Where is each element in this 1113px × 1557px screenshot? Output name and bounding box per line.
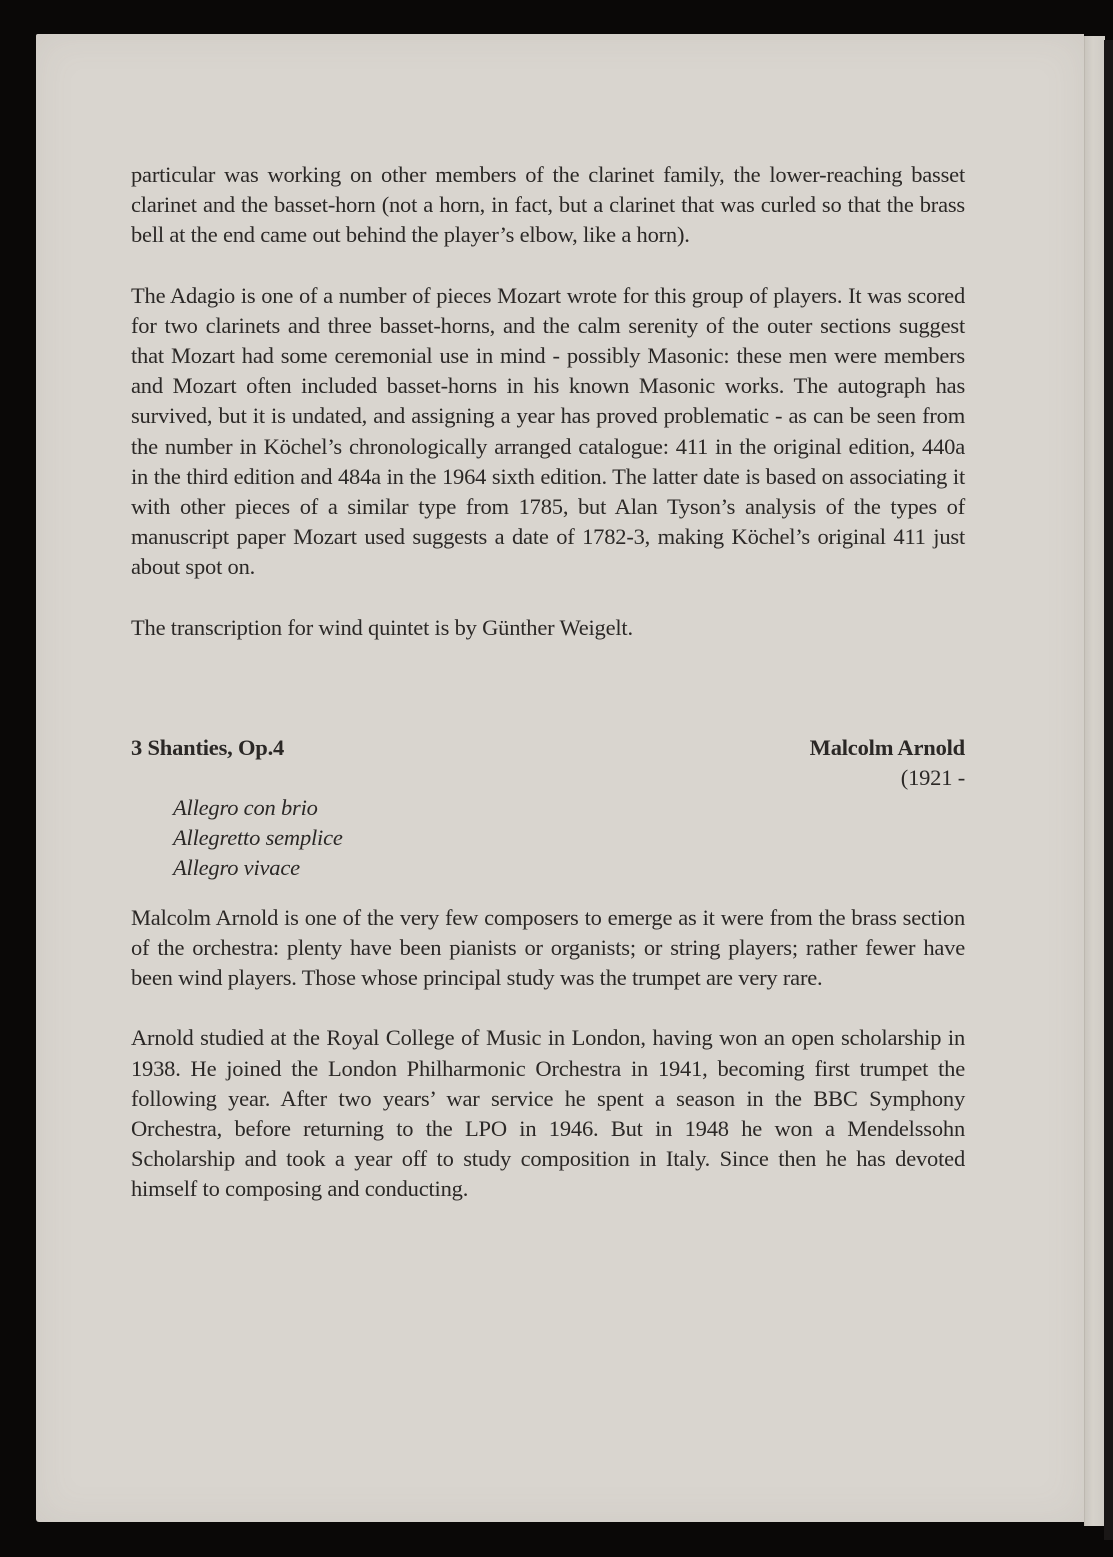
intro-paragraph-2: The Adagio is one of a number of pieces Mozart wrote for this group of players. It was scored for two clarinets and three basset-horns, and the calm serenity of the outer sections suggest that Mozart had some ceremonial use in mind - possibly Masonic: these men were members and Mozart often included basset-horns in his known Masonic works. The autograph has survived, but it is undated, and assigning a year has proved problematic - as can be seen from the number in Köchel’s chronologically arranged catalogue: 411 in the original edition, 440a in the third edition and 484a in the 1964 sixth edition. The latter date is based on associating it with other pieces of a similar type from 1785, but Alan Tyson’s analysis of the types of manuscript paper Mozart used suggests a date of 1782-3, making Köchel’s original 411 just about spot on. [131,282,965,580]
next-page-edge [1084,36,1105,1526]
page-shadow [1104,40,1113,1540]
notes-paragraph-1: Malcolm Arnold is one of the very few composers to emerge as it were from the brass section of the orchestra: plenty have been pianists or organists; or string players; rather fewer have been wind players. Those whose principal study was the trumpet are very rare. [131,904,965,991]
movement-item: Allegro vivace [173,854,300,880]
movement-list [173,793,965,883]
composer-dates: (1921 - [900,764,965,790]
page-content [131,160,965,1205]
intro-paragraph-3: The transcription for wind quintet is by Günther Weigelt. [131,614,633,640]
intro-paragraph-1: particular was working on other members of the clarinet family, the lower-reaching basset clarinet and the basset-horn (not a horn, in fact, but a clarinet that was curled so that the brass bell at the end came out behind the player’s elbow, like a horn). [131,162,965,248]
composer-name: Malcolm Arnold [809,734,965,760]
movement-item: Allegretto semplice [173,824,343,850]
notes-paragraph-2: Arnold studied at the Royal College of Music in London, having won an open scholarship in 1938. He joined the London Philharmonic Orchestra in 1941, becoming first trumpet the following year. After two years’ war service he spent a season in the BBC Symphony Orchestra, before returning to the LPO in 1946. But in 1948 he won a Mendelssohn Scholarship and took a year off to study composition in Italy. Since then he has devoted himself to composing and conducting. [131,1025,965,1202]
work-title: 3 Shanties, Op.4 [131,734,285,760]
movement-item: Allegro con brio [173,794,318,820]
work-header [131,733,965,763]
